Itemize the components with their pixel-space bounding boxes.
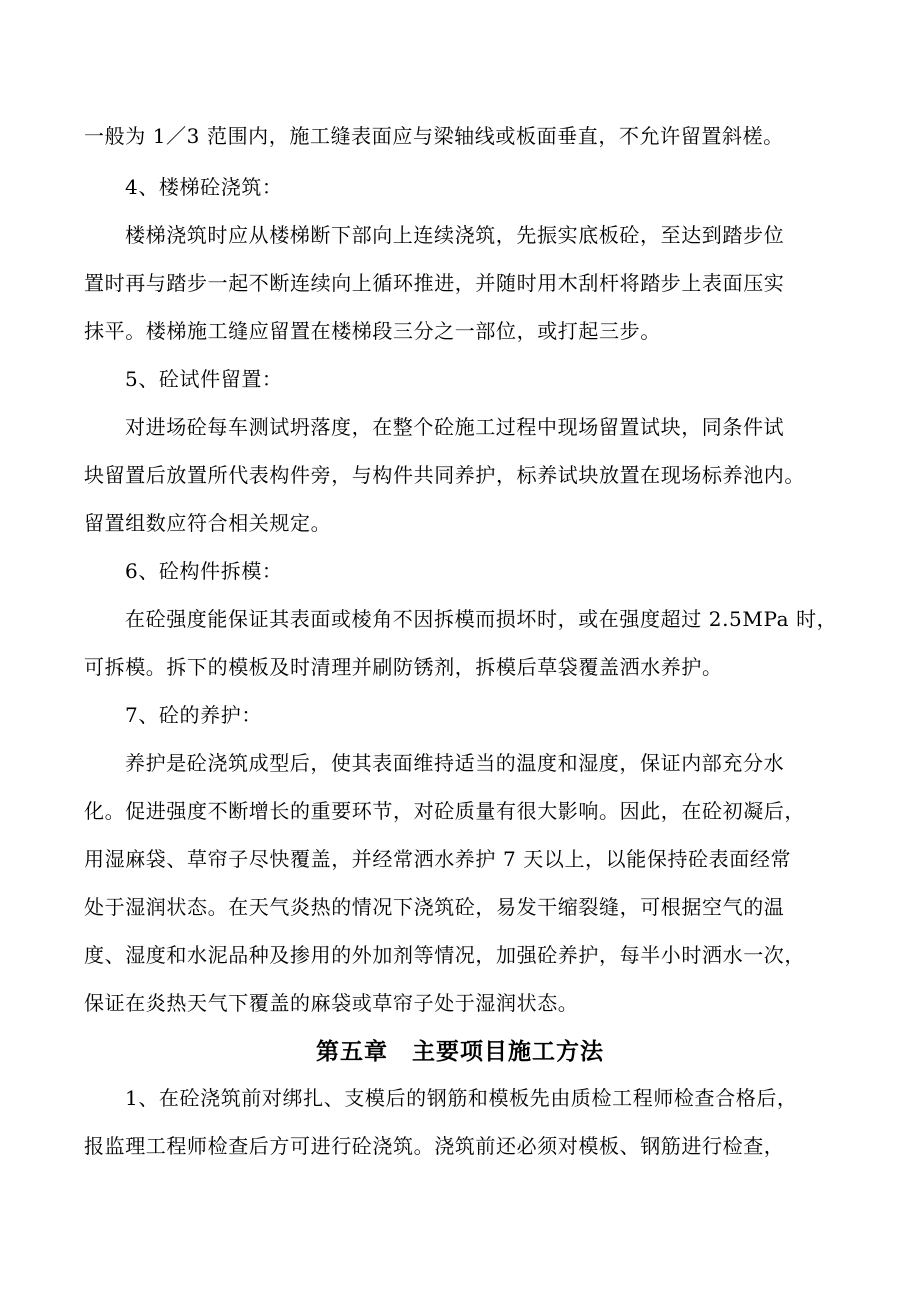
text-line: 报监理工程师检查后方可进行砼浇筑。浇筑前还必须对模板、钢筋进行检查， <box>84 1134 785 1158</box>
text-line: 留置组数应符合相关规定。 <box>84 511 332 535</box>
section-heading: 5、砼试件留置： <box>125 367 283 391</box>
text-line: 1、在砼浇筑前对绑扎、支模后的钢筋和模板先由质检工程师检查合格后， <box>125 1086 798 1110</box>
text-line: 抹平。楼梯施工缝应留置在楼梯段三分之一部位，或打起三步。 <box>84 319 661 343</box>
text-line: 楼梯浇筑时应从楼梯断下部向上连续浇筑，先振实底板砼，至达到踏步位 <box>125 223 785 247</box>
text-line: 一般为 1／3 范围内，施工缝表面应与梁轴线或板面垂直，不允许留置斜槎。 <box>84 124 784 148</box>
text-line: 用湿麻袋、草帘子尽快覆盖，并经常洒水养护 7 天以上，以能保持砼表面经常 <box>84 847 792 871</box>
text-line: 可拆模。拆下的模板及时清理并刷防锈剂，拆模后草袋覆盖洒水养护。 <box>84 655 723 679</box>
section-heading: 4、楼梯砼浇筑： <box>125 175 283 199</box>
text-line: 对进场砼每车测试坍落度，在整个砼施工过程中现场留置试块，同条件试 <box>125 415 785 439</box>
text-line: 化。促进强度不断增长的重要环节，对砼质量有很大影响。因此，在砼初凝后， <box>84 799 805 823</box>
text-line: 保证在炎热天气下覆盖的麻袋或草帘子处于湿润状态。 <box>84 991 579 1015</box>
section-heading: 6、砼构件拆模： <box>125 559 283 583</box>
chapter-title: 第五章 主要项目施工方法 <box>316 1039 604 1065</box>
text-line: 度、湿度和水泥品种及掺用的外加剂等情况，加强砼养护，每半小时洒水一次， <box>84 943 805 967</box>
section-heading: 7、砼的养护： <box>125 703 262 727</box>
text-line: 在砼强度能保证其表面或棱角不因拆模而损坏时，或在强度超过 2.5MPa 时， <box>125 607 838 631</box>
text-line: 处于湿润状态。在天气炎热的情况下浇筑砼，易发干缩裂缝，可根据空气的温 <box>84 895 785 919</box>
text-line: 置时再与踏步一起不断连续向上循环推进，并随时用木刮杆将踏步上表面压实 <box>84 271 785 295</box>
text-line: 块留置后放置所代表构件旁，与构件共同养护，标养试块放置在现场标养池内。 <box>84 463 805 487</box>
text-line: 养护是砼浇筑成型后，使其表面维持适当的温度和湿度，保证内部充分水 <box>125 751 785 775</box>
